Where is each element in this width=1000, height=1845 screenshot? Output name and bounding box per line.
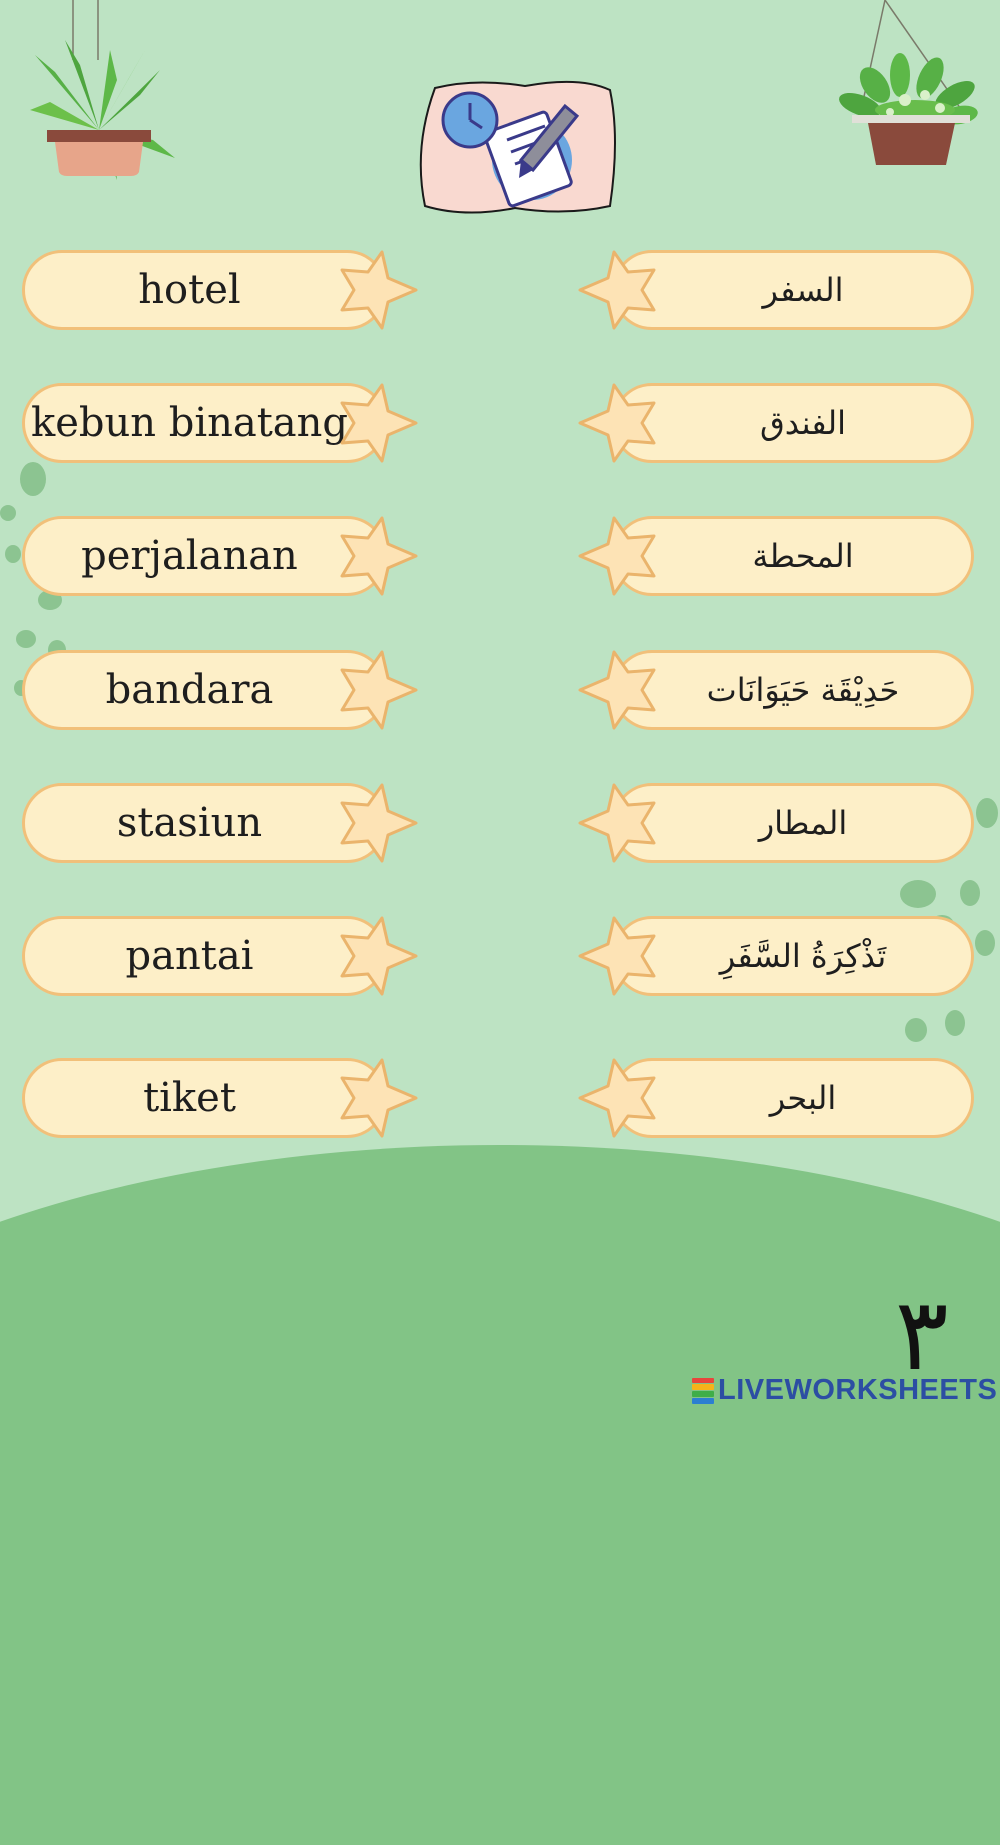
left-word: tiket bbox=[143, 1075, 236, 1121]
background-hill bbox=[0, 1145, 1000, 1845]
right-star-icon[interactable] bbox=[576, 381, 660, 465]
left-word-box bbox=[22, 1058, 387, 1138]
brand-logo bbox=[692, 1374, 997, 1407]
left-word: perjalanan bbox=[81, 533, 298, 579]
right-star-icon[interactable] bbox=[576, 1056, 660, 1140]
decor-dot bbox=[0, 505, 16, 521]
brand-logo-icon bbox=[692, 1378, 714, 1404]
right-word-box bbox=[612, 650, 974, 730]
right-word-box bbox=[612, 916, 974, 996]
left-word-box bbox=[22, 783, 387, 863]
decor-dot bbox=[945, 1010, 965, 1036]
left-star-icon[interactable] bbox=[336, 381, 420, 465]
left-star-icon[interactable] bbox=[336, 781, 420, 865]
decor-dot bbox=[20, 462, 46, 496]
left-word-box bbox=[22, 250, 387, 330]
right-word: السفر bbox=[762, 271, 844, 309]
right-word: البحر bbox=[769, 1079, 837, 1117]
clock-notepad-icon bbox=[415, 78, 620, 218]
right-star-icon[interactable] bbox=[576, 914, 660, 998]
left-word: pantai bbox=[125, 933, 254, 979]
hanging-plant-icon bbox=[25, 0, 185, 185]
right-word-box bbox=[612, 516, 974, 596]
left-word: bandara bbox=[105, 667, 274, 713]
left-word-box bbox=[22, 516, 387, 596]
right-word: المحطة bbox=[752, 537, 854, 575]
right-star-icon[interactable] bbox=[576, 248, 660, 332]
decor-dot bbox=[960, 880, 980, 906]
decor-dot bbox=[900, 880, 936, 908]
brand-name: LIVEWORKSHEETS bbox=[718, 1374, 998, 1406]
right-word: تَذْكِرَةُ السَّفَرِ bbox=[719, 937, 887, 975]
left-star-icon[interactable] bbox=[336, 514, 420, 598]
left-word-box bbox=[22, 916, 387, 996]
right-star-icon[interactable] bbox=[576, 648, 660, 732]
right-word-box bbox=[612, 250, 974, 330]
decor-dot bbox=[5, 545, 21, 563]
decor-dot bbox=[976, 798, 998, 828]
left-word: hotel bbox=[138, 267, 241, 313]
left-word-box bbox=[22, 383, 387, 463]
left-star-icon[interactable] bbox=[336, 1056, 420, 1140]
right-star-icon[interactable] bbox=[576, 514, 660, 598]
right-word-box bbox=[612, 783, 974, 863]
left-word: kebun binatang bbox=[30, 400, 349, 446]
left-star-icon[interactable] bbox=[336, 648, 420, 732]
page-number: ٣ bbox=[895, 1276, 949, 1393]
right-star-icon[interactable] bbox=[576, 781, 660, 865]
right-word: حَدِيْقَة حَيَوَانَات bbox=[706, 671, 900, 709]
right-word: المطار bbox=[758, 804, 848, 842]
left-star-icon[interactable] bbox=[336, 914, 420, 998]
decor-dot bbox=[975, 930, 995, 956]
left-star-icon[interactable] bbox=[336, 248, 420, 332]
hanging-plant-icon bbox=[830, 0, 990, 175]
right-word-box bbox=[612, 1058, 974, 1138]
right-word: الفندق bbox=[759, 404, 847, 442]
left-word: stasiun bbox=[116, 800, 263, 846]
decor-dot bbox=[16, 630, 36, 648]
right-word-box bbox=[612, 383, 974, 463]
decor-dot bbox=[905, 1018, 927, 1042]
left-word-box bbox=[22, 650, 387, 730]
